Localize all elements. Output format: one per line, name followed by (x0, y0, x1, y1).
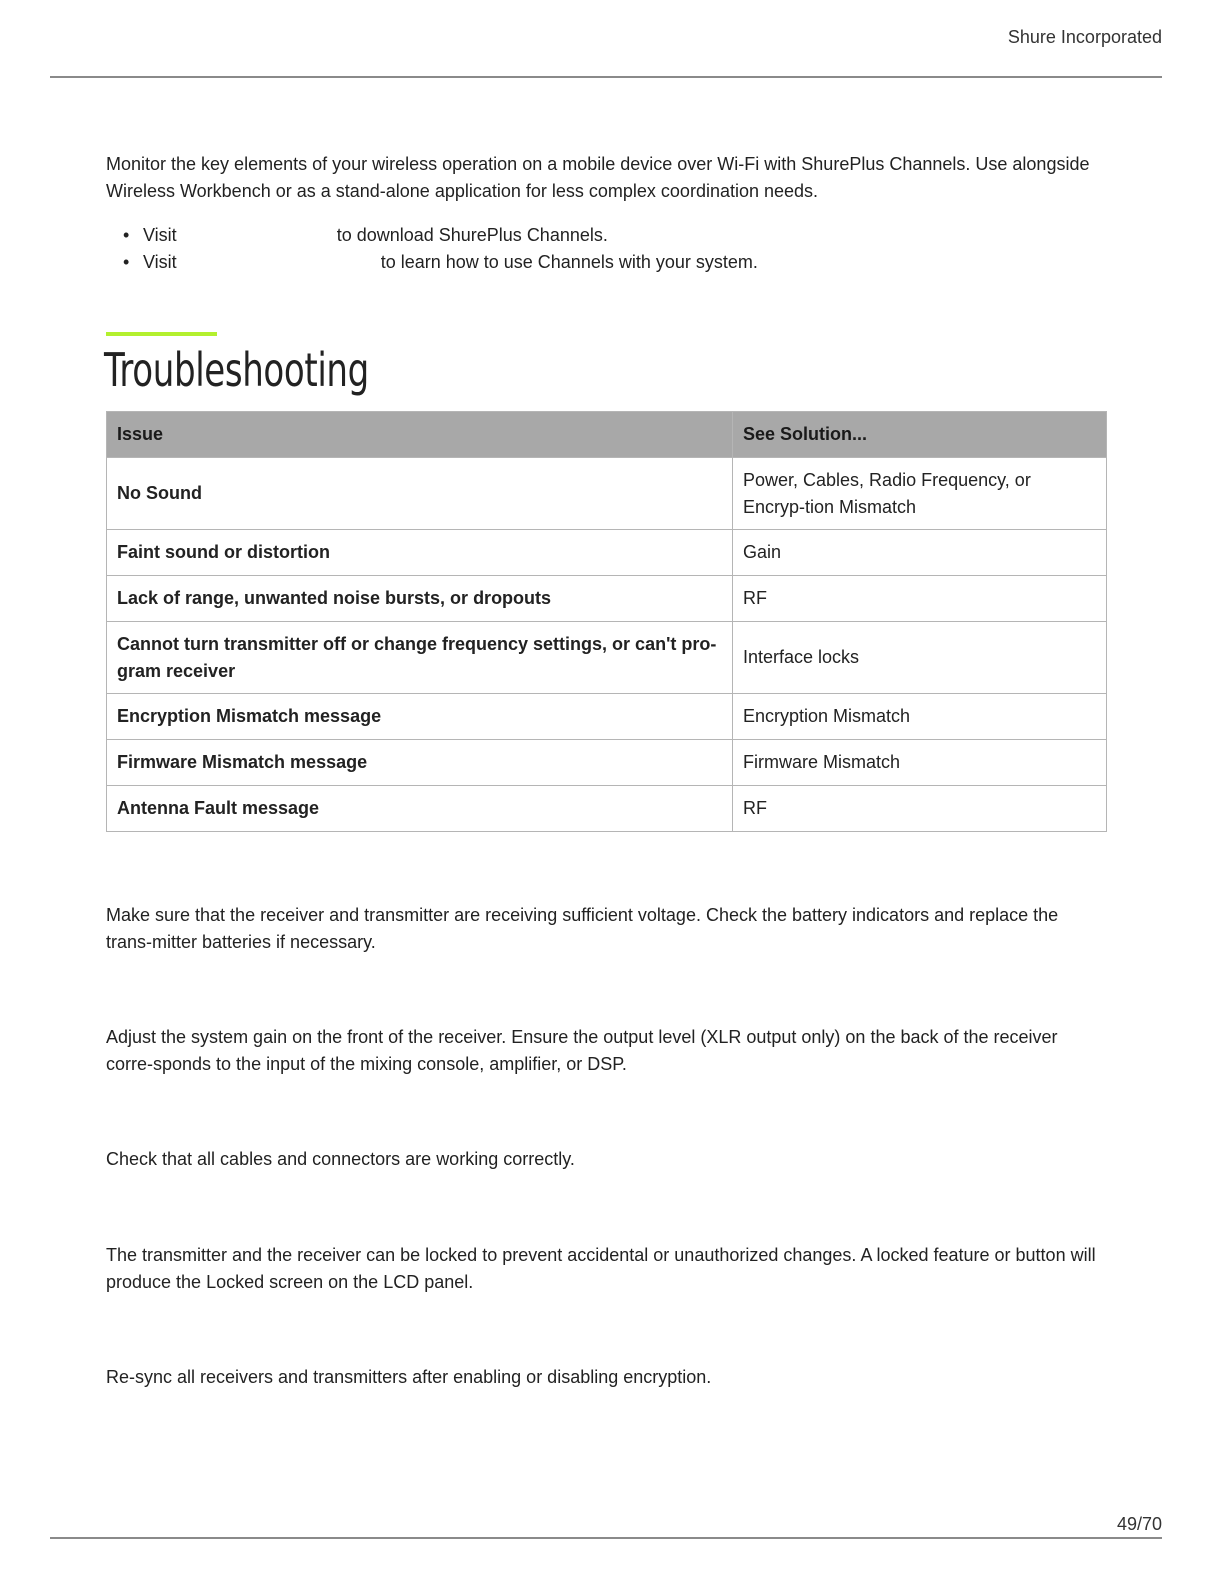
bullet-prefix: Visit (143, 252, 177, 272)
table-header-row (107, 412, 1107, 458)
page-number: 49/70 (1116, 1514, 1162, 1534)
table-row (107, 458, 1107, 530)
issue-cell: Faint sound or distortion (107, 530, 733, 576)
gain-paragraph: Adjust the system gain on the front of the receiver. Ensure the output level (XLR output only) on the back of the receiver corre-sponds to the input of the mixing console, amplifier, or DSP. (106, 1027, 1058, 1074)
encryption-paragraph: Re-sync all receivers and transmitters after enabling or disabling encryption. (106, 1367, 712, 1387)
issue-cell: Lack of range, unwanted noise bursts, or dropouts (107, 576, 733, 622)
solution-cell: Encryption Mismatch (733, 694, 1107, 740)
column-header-issue: Issue (107, 412, 733, 458)
solution-cell: Interface locks (733, 622, 1107, 694)
solution-cell: Gain (733, 530, 1107, 576)
footer-divider (50, 1537, 1162, 1539)
bullet-text: to learn how to use Channels with your system. (380, 252, 758, 272)
intro-paragraph: Monitor the key elements of your wireless operation on a mobile device over Wi-Fi with ShurePlus Channels. Use alongside Wireless Workbench or as a stand-alone application for less complex coordination needs. (106, 154, 1090, 201)
issue-cell: Encryption Mismatch message (107, 694, 733, 740)
table-row (107, 694, 1107, 740)
header-divider (50, 76, 1162, 78)
power-paragraph: Make sure that the receiver and transmitter are receiving sufficient voltage. Check the battery indicators and replace the trans-mitter batteries if necessary. (106, 905, 1059, 952)
solution-cell: Power, Cables, Radio Frequency, or Encryp-tion Mismatch (733, 458, 1107, 530)
bullet-dot: • (123, 252, 130, 272)
issue-cell: No Sound (107, 458, 733, 530)
table-row (107, 576, 1107, 622)
solution-cell: Firmware Mismatch (733, 740, 1107, 786)
cables-paragraph: Check that all cables and connectors are working correctly. (106, 1149, 575, 1169)
table-row (107, 622, 1107, 694)
troubleshooting-table (106, 411, 1107, 832)
intro-bullet-list (106, 222, 1106, 276)
section-title: Troubleshooting (104, 343, 369, 397)
bullet-download (106, 222, 1106, 249)
interface-locks-paragraph: The transmitter and the receiver can be locked to prevent accidental or unauthorized changes. A locked feature or button will produce the Locked screen on the LCD panel. (106, 1245, 1096, 1292)
issue-cell: Antenna Fault message (107, 786, 733, 832)
solution-cell: RF (733, 576, 1107, 622)
table-row (107, 786, 1107, 832)
issue-cell: Firmware Mismatch message (107, 740, 733, 786)
column-header-solution: See Solution... (733, 412, 1107, 458)
table-row (107, 530, 1107, 576)
section-accent-bar (106, 332, 217, 336)
issue-cell: Cannot turn transmitter off or change frequency settings, or can't pro-gram receiver (107, 622, 733, 694)
bullet-prefix: Visit (143, 225, 177, 245)
solution-cell: RF (733, 786, 1107, 832)
bullet-dot: • (123, 225, 130, 245)
header-company-name: Shure Incorporated (1007, 27, 1162, 47)
bullet-learn (106, 249, 1106, 276)
bullet-text: to download ShurePlus Channels. (336, 225, 608, 245)
table-row (107, 740, 1107, 786)
